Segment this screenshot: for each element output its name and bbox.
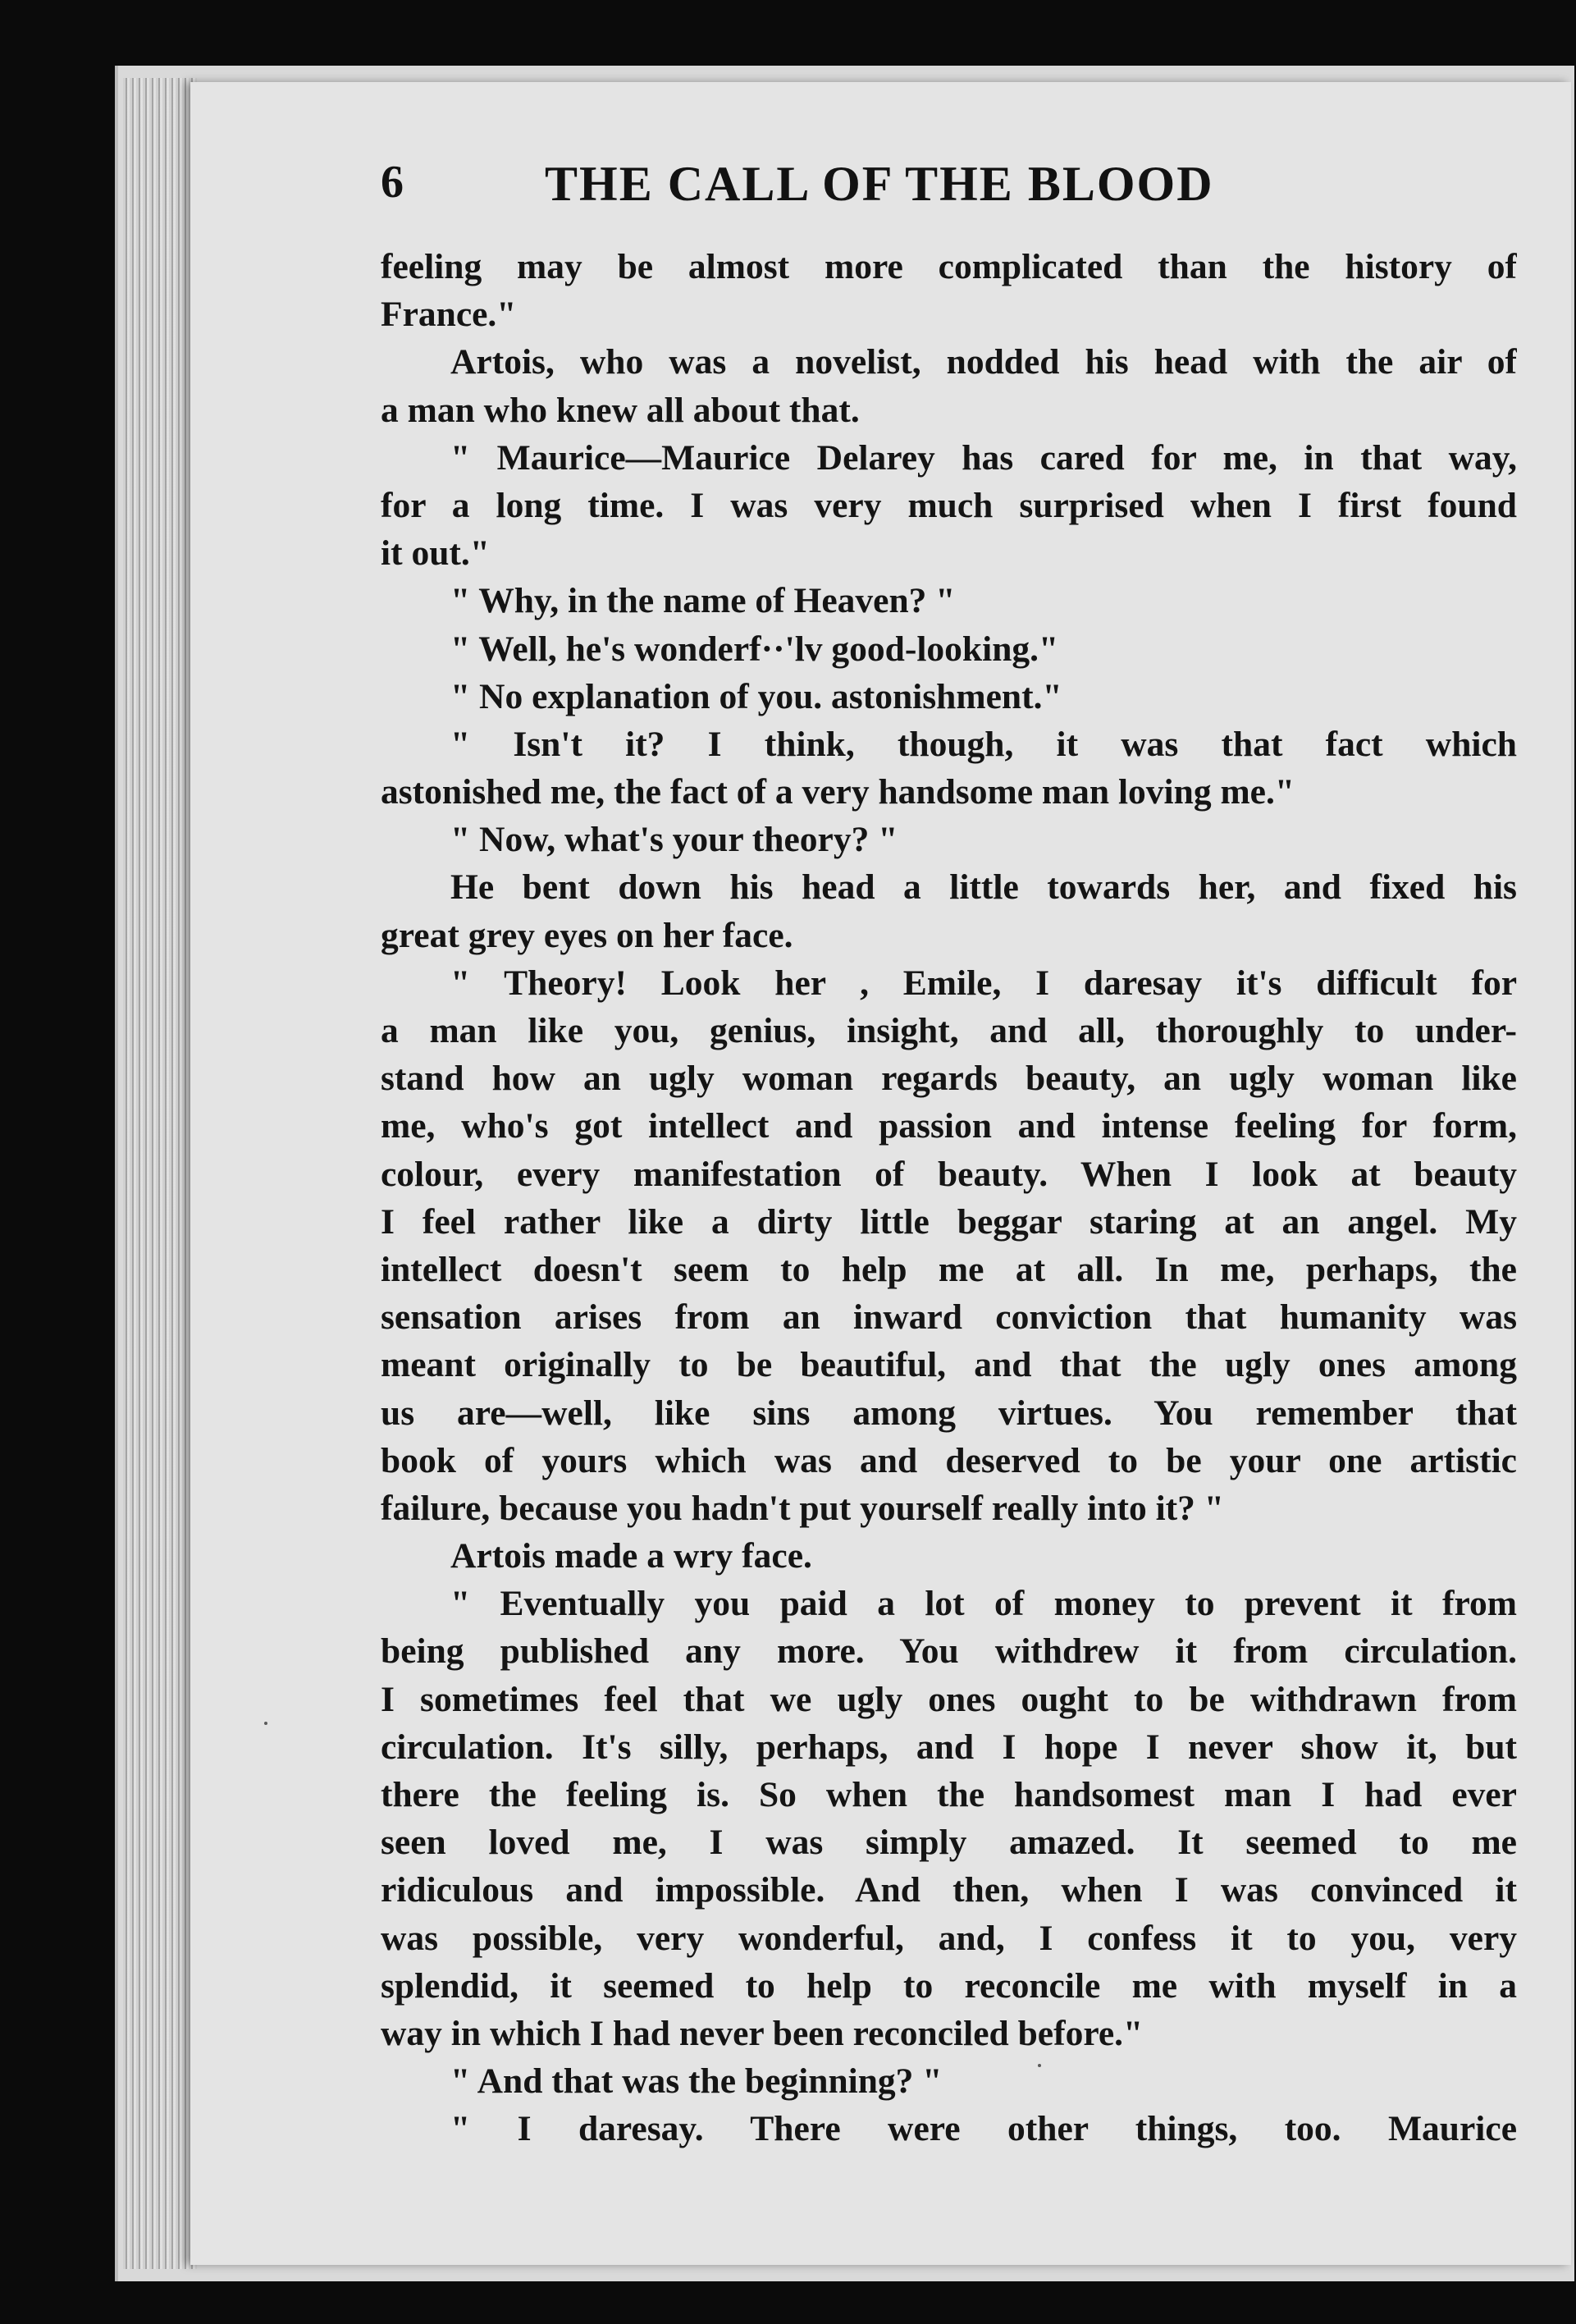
text-line: being published any more. You withdrew it from circulation.: [381, 1631, 1517, 1672]
text-line: I feel rather like a dirty little beggar staring at an angel. My: [381, 1201, 1517, 1242]
text-line: there the feeling is. So when the handsomest man I had ever: [381, 1775, 1517, 1814]
text-line: failure, because you hadn't put yourself really into it? ": [381, 1488, 1224, 1528]
text-line: " Well, he's wonderf··'lv good-looking.": [450, 629, 1059, 669]
text-line: " Why, in the name of Heaven? ": [450, 581, 956, 621]
text-line: " Isn't it? I think, though, it was that fact which: [450, 724, 1517, 764]
text-line: Artois, who was a novelist, nodded his head with the air of: [450, 342, 1517, 382]
text-line: Artois made a wry face.: [450, 1536, 812, 1576]
text-line: France.": [381, 295, 517, 335]
text-line: intellect doesn't seem to help me at all. In me, perhaps, the: [381, 1249, 1517, 1289]
body-text: [381, 243, 1517, 2153]
text-line: ridiculous and impossible. And then, when I was convinced it: [381, 1870, 1517, 1910]
text-line: He bent down his head a little towards her, and fixed his: [450, 867, 1517, 908]
text-line: a man like you, genius, insight, and all, thoroughly to under-: [381, 1011, 1517, 1050]
scan-speck: [1038, 2064, 1041, 2067]
running-head: THE CALL OF THE BLOOD: [545, 157, 1214, 211]
text-line: me, who's got intellect and passion and intense feeling for form,: [381, 1106, 1517, 1146]
text-line: feeling may be almost more complicated than the history of: [381, 247, 1517, 286]
text-line: astonished me, the fact of a very handsome man loving me.": [381, 772, 1295, 812]
text-line: I sometimes feel that we ugly ones ought to be withdrawn from: [381, 1679, 1517, 1719]
text-line: was possible, very wonderful, and, I confess it to you, very: [381, 1918, 1517, 1958]
text-line: " I daresay. There were other things, too. Maurice: [450, 2109, 1517, 2149]
page-edges: [123, 78, 197, 2269]
text-line: book of yours which was and deserved to be your one artistic: [381, 1440, 1517, 1480]
text-line: circulation. It's silly, perhaps, and I hope I never show it, but: [381, 1727, 1517, 1767]
text-line: it out.": [381, 533, 490, 574]
text-line: " Eventually you paid a lot of money to prevent it from: [450, 1584, 1517, 1624]
text-line: splendid, it seemed to help to reconcile me with myself in a: [381, 1965, 1517, 2006]
text-line: stand how an ugly woman regards beauty, an ugly woman like: [381, 1059, 1517, 1099]
text-line: " Now, what's your theory? ": [450, 820, 898, 860]
scan-speck: [264, 1722, 267, 1725]
text-line: " No explanation of you. astonishment.": [450, 676, 1062, 716]
text-line: a man who knew all about that.: [381, 390, 860, 430]
text-line: for a long time. I was very much surprised when I first found: [381, 485, 1517, 525]
text-line: colour, every manifestation of beauty. When I look at beauty: [381, 1154, 1517, 1194]
page-number: 6: [381, 157, 404, 208]
text-line: " Maurice—Maurice Delarey has cared for me, in that way,: [450, 437, 1517, 478]
text-line: " Theory! Look her , Emile, I daresay it's difficult for: [450, 963, 1517, 1003]
text-line: " And that was the beginning? ": [450, 2061, 943, 2102]
page-header: [381, 148, 1349, 222]
text-line: seen loved me, I was simply amazed. It seemed to me: [381, 1823, 1517, 1863]
text-line: us are—well, like sins among virtues. You remember that: [381, 1393, 1517, 1433]
text-line: great grey eyes on her face.: [381, 915, 793, 955]
text-line: sensation arises from an inward conviction that humanity was: [381, 1297, 1517, 1338]
text-line: meant originally to be beautiful, and that the ugly ones among: [381, 1345, 1517, 1385]
text-line: way in which I had never been reconciled before.": [381, 2013, 1144, 2053]
